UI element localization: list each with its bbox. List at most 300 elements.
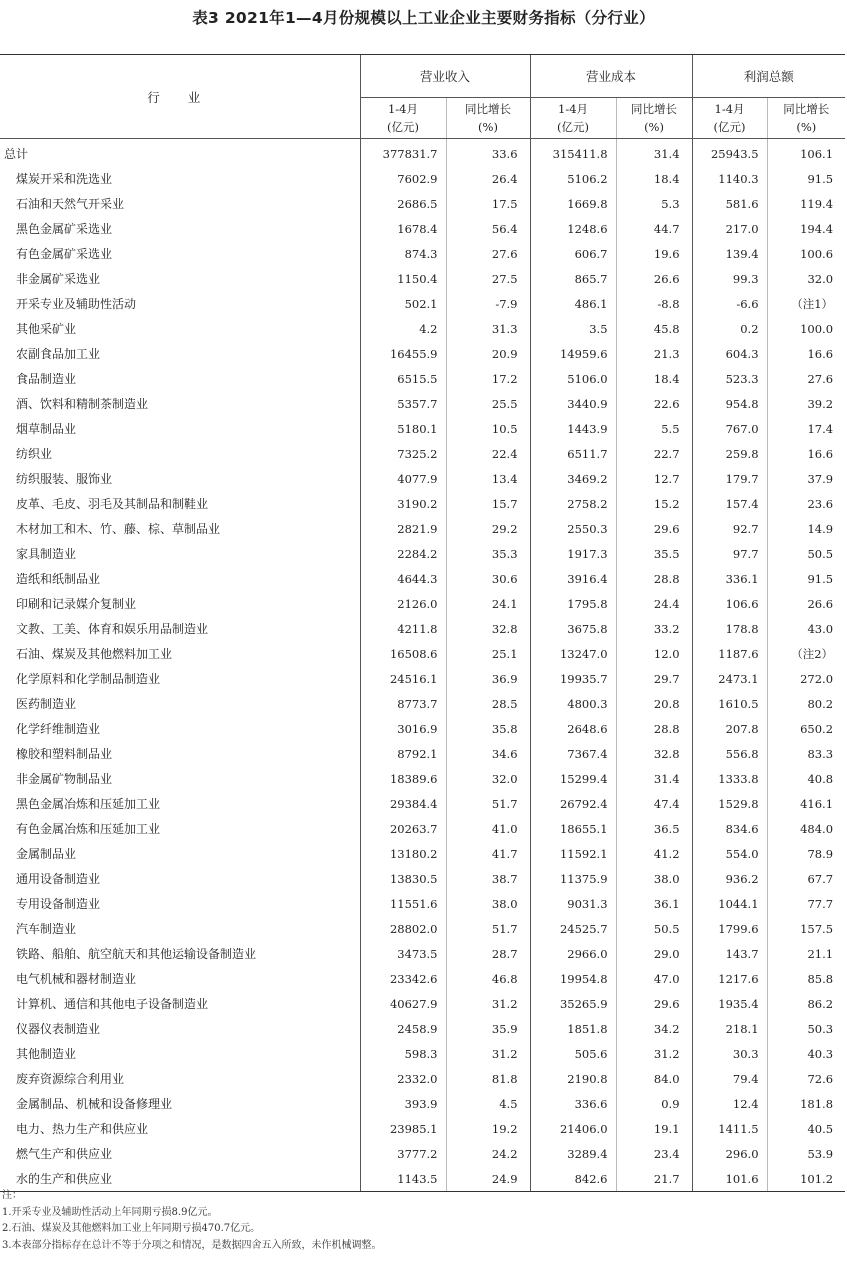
cost-growth: 32.8 [616, 741, 692, 766]
cost-value: 1851.8 [530, 1016, 616, 1041]
cost-value: 6511.7 [530, 441, 616, 466]
revenue-growth: 33.6 [446, 139, 530, 167]
revenue-value: 2458.9 [360, 1016, 446, 1041]
cost-growth: 29.6 [616, 991, 692, 1016]
table-row [0, 691, 845, 716]
revenue-value: 24516.1 [360, 666, 446, 691]
table-row [0, 991, 845, 1016]
revenue-value: 393.9 [360, 1091, 446, 1116]
cost-value: 9031.3 [530, 891, 616, 916]
table-row [0, 966, 845, 991]
profit-growth: 194.4 [767, 216, 845, 241]
table-row [0, 216, 845, 241]
profit-growth: （注1） [767, 291, 845, 316]
cost-growth: 45.8 [616, 316, 692, 341]
cost-growth: 36.1 [616, 891, 692, 916]
table-row [0, 791, 845, 816]
industry-name: 橡胶和塑料制品业 [16, 747, 113, 761]
table-row [0, 1091, 845, 1116]
profit-growth: 67.7 [767, 866, 845, 891]
profit-growth: 106.1 [767, 139, 845, 167]
revenue-value: 16508.6 [360, 641, 446, 666]
profit-growth: 50.5 [767, 541, 845, 566]
revenue-growth: 24.1 [446, 591, 530, 616]
cost-value: 486.1 [530, 291, 616, 316]
cost-growth: 29.0 [616, 941, 692, 966]
table-row [0, 866, 845, 891]
industry-name: 纺织服装、服饰业 [16, 472, 113, 486]
industry-name: 石油、煤炭及其他燃料加工业 [16, 647, 173, 661]
table-row [0, 641, 845, 666]
cost-growth: 15.2 [616, 491, 692, 516]
table-row [0, 416, 845, 441]
revenue-value: 377831.7 [360, 139, 446, 167]
revenue-value: 13180.2 [360, 841, 446, 866]
industry-name: 有色金属矿采选业 [16, 247, 113, 261]
profit-growth: 85.8 [767, 966, 845, 991]
revenue-growth: 51.7 [446, 916, 530, 941]
revenue-growth: 35.8 [446, 716, 530, 741]
industry-name: 金属制品、机械和设备修理业 [16, 1097, 173, 1111]
industry-name: 黑色金属冶炼和压延加工业 [16, 797, 161, 811]
profit-value: 556.8 [692, 741, 767, 766]
profit-growth: 101.2 [767, 1166, 845, 1192]
cost-value: 865.7 [530, 266, 616, 291]
profit-value: 1187.6 [692, 641, 767, 666]
revenue-growth: 35.3 [446, 541, 530, 566]
table-row [0, 441, 845, 466]
cost-growth-header: 同比增长 (%) [616, 98, 692, 139]
profit-growth: 100.6 [767, 241, 845, 266]
table-row [0, 666, 845, 691]
revenue-growth: 24.2 [446, 1141, 530, 1166]
cost-growth: 19.1 [616, 1116, 692, 1141]
revenue-growth: 15.7 [446, 491, 530, 516]
profit-growth-header: 同比增长 (%) [767, 98, 845, 139]
profit-value: 1044.1 [692, 891, 767, 916]
table-row [0, 541, 845, 566]
revenue-value: 20263.7 [360, 816, 446, 841]
cost-growth: 22.6 [616, 391, 692, 416]
revenue-value: 7602.9 [360, 166, 446, 191]
cost-growth: 19.6 [616, 241, 692, 266]
revenue-growth: 29.2 [446, 516, 530, 541]
industry-name: 开采专业及辅助性活动 [16, 297, 137, 311]
cost-value: 3916.4 [530, 566, 616, 591]
cost-value: 505.6 [530, 1041, 616, 1066]
revenue-growth: 19.2 [446, 1116, 530, 1141]
revenue-value: 40627.9 [360, 991, 446, 1016]
revenue-growth: 24.9 [446, 1166, 530, 1192]
revenue-growth: 36.9 [446, 666, 530, 691]
industry-name: 皮革、毛皮、羽毛及其制品和制鞋业 [16, 497, 209, 511]
profit-value: 1411.5 [692, 1116, 767, 1141]
revenue-growth: 38.0 [446, 891, 530, 916]
revenue-growth: 41.0 [446, 816, 530, 841]
industry-name: 纺织业 [16, 447, 53, 461]
industry-name: 电气机械和器材制造业 [16, 972, 137, 986]
revenue-growth: 27.6 [446, 241, 530, 266]
revenue-value: 4211.8 [360, 616, 446, 641]
revenue-value: 1678.4 [360, 216, 446, 241]
cost-growth: 31.2 [616, 1041, 692, 1066]
cost-value: 2758.2 [530, 491, 616, 516]
table-row [0, 266, 845, 291]
revenue-growth: 56.4 [446, 216, 530, 241]
profit-value: 259.8 [692, 441, 767, 466]
cost-value: 1917.3 [530, 541, 616, 566]
cost-growth: 29.6 [616, 516, 692, 541]
cost-value: 35265.9 [530, 991, 616, 1016]
industry-name: 石油和天然气开采业 [16, 197, 125, 211]
cost-value: 3469.2 [530, 466, 616, 491]
profit-value: 25943.5 [692, 139, 767, 167]
profit-value: 296.0 [692, 1141, 767, 1166]
industry-name: 有色金属冶炼和压延加工业 [16, 822, 161, 836]
revenue-value: 2126.0 [360, 591, 446, 616]
profit-value: 1529.8 [692, 791, 767, 816]
revenue-value: 1143.5 [360, 1166, 446, 1192]
footnote-2: 2.石油、煤炭及其他燃料加工业上年同期亏损470.7亿元。 [2, 1223, 261, 1234]
revenue-value: 6515.5 [360, 366, 446, 391]
industry-name: 总计 [4, 147, 29, 161]
table-row [0, 816, 845, 841]
revenue-growth: 17.5 [446, 191, 530, 216]
revenue-growth: 27.5 [446, 266, 530, 291]
revenue-value: 1150.4 [360, 266, 446, 291]
cost-value: 15299.4 [530, 766, 616, 791]
industry-name: 文教、工美、体育和娱乐用品制造业 [16, 622, 209, 636]
profit-growth: 16.6 [767, 341, 845, 366]
cost-growth: 28.8 [616, 716, 692, 741]
table-row [0, 716, 845, 741]
profit-growth: 26.6 [767, 591, 845, 616]
cost-value: 3440.9 [530, 391, 616, 416]
revenue-growth: 28.7 [446, 941, 530, 966]
revenue-growth: 32.0 [446, 766, 530, 791]
cost-growth: 12.0 [616, 641, 692, 666]
profit-growth: 23.6 [767, 491, 845, 516]
table-row [0, 341, 845, 366]
revenue-growth: 31.2 [446, 1041, 530, 1066]
profit-value: 106.6 [692, 591, 767, 616]
table-row [0, 616, 845, 641]
industry-name: 食品制造业 [16, 372, 77, 386]
cost-growth: 84.0 [616, 1066, 692, 1091]
cost-growth: 29.7 [616, 666, 692, 691]
cost-growth: 38.0 [616, 866, 692, 891]
table-row [0, 516, 845, 541]
cost-growth: 34.2 [616, 1016, 692, 1041]
cost-value: 2190.8 [530, 1066, 616, 1091]
profit-growth: 39.2 [767, 391, 845, 416]
revenue-growth: 10.5 [446, 416, 530, 441]
cost-period-header: 1-4月 (亿元) [530, 98, 616, 139]
industry-name: 通用设备制造业 [16, 872, 101, 886]
table-row [0, 916, 845, 941]
table-row [0, 766, 845, 791]
cost-value: 24525.7 [530, 916, 616, 941]
profit-value: 79.4 [692, 1066, 767, 1091]
profit-value: 954.8 [692, 391, 767, 416]
profit-growth: 78.9 [767, 841, 845, 866]
revenue-growth: 35.9 [446, 1016, 530, 1041]
profit-growth: 80.2 [767, 691, 845, 716]
cost-value: 1669.8 [530, 191, 616, 216]
cost-value: 11592.1 [530, 841, 616, 866]
cost-value: 18655.1 [530, 816, 616, 841]
industry-name: 其他采矿业 [16, 322, 77, 336]
profit-growth: 37.9 [767, 466, 845, 491]
revenue-growth: 26.4 [446, 166, 530, 191]
industry-name: 农副食品加工业 [16, 347, 101, 361]
profit-value: 581.6 [692, 191, 767, 216]
revenue-growth: 20.9 [446, 341, 530, 366]
industry-name: 煤炭开采和洗选业 [16, 172, 113, 186]
revenue-growth: 28.5 [446, 691, 530, 716]
cost-value: 19954.8 [530, 966, 616, 991]
cost-value: 5106.0 [530, 366, 616, 391]
cost-value: 2550.3 [530, 516, 616, 541]
revenue-value: 4644.3 [360, 566, 446, 591]
revenue-value: 8773.7 [360, 691, 446, 716]
revenue-value: 28802.0 [360, 916, 446, 941]
cost-value: 1248.6 [530, 216, 616, 241]
profit-value: 179.7 [692, 466, 767, 491]
revenue-growth: 25.1 [446, 641, 530, 666]
table-row [0, 841, 845, 866]
cost-value: 842.6 [530, 1166, 616, 1192]
cost-growth: 18.4 [616, 166, 692, 191]
revenue-growth: 13.4 [446, 466, 530, 491]
industry-name: 水的生产和供应业 [0, 1166, 360, 1192]
profit-value: 99.3 [692, 266, 767, 291]
profit-growth: 21.1 [767, 941, 845, 966]
profit-value: 554.0 [692, 841, 767, 866]
table-row [0, 1041, 845, 1066]
table-row [0, 591, 845, 616]
profit-value: 1333.8 [692, 766, 767, 791]
profit-growth: 416.1 [767, 791, 845, 816]
revenue-growth: 31.3 [446, 316, 530, 341]
profit-growth: 157.5 [767, 916, 845, 941]
cost-header: 营业成本 [530, 55, 692, 98]
profit-value: 1799.6 [692, 916, 767, 941]
revenue-growth: 31.2 [446, 991, 530, 1016]
revenue-growth: 17.2 [446, 366, 530, 391]
revenue-growth: 81.8 [446, 1066, 530, 1091]
profit-value: 30.3 [692, 1041, 767, 1066]
revenue-value: 3473.5 [360, 941, 446, 966]
profit-growth: 40.5 [767, 1116, 845, 1141]
industry-name: 酒、饮料和精制茶制造业 [16, 397, 149, 411]
industry-name: 印刷和记录媒介复制业 [16, 597, 137, 611]
profit-growth: 17.4 [767, 416, 845, 441]
cost-growth: 28.8 [616, 566, 692, 591]
profit-growth: 484.0 [767, 816, 845, 841]
cost-value: 2966.0 [530, 941, 616, 966]
revenue-growth: 51.7 [446, 791, 530, 816]
cost-value: 21406.0 [530, 1116, 616, 1141]
cost-growth: 31.4 [616, 766, 692, 791]
table-row [0, 466, 845, 491]
revenue-value: 2686.5 [360, 191, 446, 216]
cost-value: 14959.6 [530, 341, 616, 366]
table-row [0, 566, 845, 591]
table-row [0, 741, 845, 766]
table-row [0, 191, 845, 216]
cost-growth: 21.7 [616, 1166, 692, 1192]
revenue-value: 3190.2 [360, 491, 446, 516]
profit-value: 178.8 [692, 616, 767, 641]
cost-value: 3.5 [530, 316, 616, 341]
revenue-value: 18389.6 [360, 766, 446, 791]
cost-value: 4800.3 [530, 691, 616, 716]
cost-value: 1795.8 [530, 591, 616, 616]
table-row [0, 1116, 845, 1141]
profit-growth: 53.9 [767, 1141, 845, 1166]
cost-value: 13247.0 [530, 641, 616, 666]
profit-growth: 650.2 [767, 716, 845, 741]
revenue-growth-header: 同比增长 (%) [446, 98, 530, 139]
industry-name: 烟草制品业 [16, 422, 77, 436]
revenue-value: 11551.6 [360, 891, 446, 916]
profit-value: 1140.3 [692, 166, 767, 191]
revenue-value: 2821.9 [360, 516, 446, 541]
industry-name: 燃气生产和供应业 [16, 1147, 113, 1161]
cost-growth: 36.5 [616, 816, 692, 841]
table-row [0, 1141, 845, 1166]
industry-name: 计算机、通信和其他电子设备制造业 [16, 997, 209, 1011]
table-row [0, 391, 845, 416]
industry-name: 医药制造业 [16, 697, 77, 711]
profit-value: 143.7 [692, 941, 767, 966]
cost-growth: 35.5 [616, 541, 692, 566]
revenue-value: 13830.5 [360, 866, 446, 891]
profit-value: 92.7 [692, 516, 767, 541]
table-row [0, 1066, 845, 1091]
table-row [0, 291, 845, 316]
profit-growth: 272.0 [767, 666, 845, 691]
profit-value: 1935.4 [692, 991, 767, 1016]
profit-value: 101.6 [692, 1166, 767, 1192]
cost-value: 26792.4 [530, 791, 616, 816]
industry-name: 造纸和纸制品业 [16, 572, 101, 586]
table-row [0, 316, 845, 341]
footnote-3: 3.本表部分指标存在总计不等于分项之和情况，是数据四舍五入所致，未作机械调整。 [2, 1239, 382, 1251]
profit-growth: 119.4 [767, 191, 845, 216]
revenue-value: 2284.2 [360, 541, 446, 566]
industry-name: 家具制造业 [16, 547, 77, 561]
table-row [0, 166, 845, 191]
profit-value: 0.2 [692, 316, 767, 341]
cost-growth: 31.4 [616, 139, 692, 167]
revenue-value: 29384.4 [360, 791, 446, 816]
profit-value: 157.4 [692, 491, 767, 516]
industry-name: 仪器仪表制造业 [16, 1022, 101, 1036]
profit-growth: 14.9 [767, 516, 845, 541]
profit-value: 207.8 [692, 716, 767, 741]
cost-growth: 47.0 [616, 966, 692, 991]
revenue-value: 874.3 [360, 241, 446, 266]
cost-growth: 12.7 [616, 466, 692, 491]
profit-value: -6.6 [692, 291, 767, 316]
profit-value: 523.3 [692, 366, 767, 391]
industry-name: 化学原料和化学制品制造业 [16, 672, 161, 686]
industry-name: 金属制品业 [16, 847, 77, 861]
cost-growth: 21.3 [616, 341, 692, 366]
cost-growth: 50.5 [616, 916, 692, 941]
table-row [0, 891, 845, 916]
profit-growth: 86.2 [767, 991, 845, 1016]
table-body [0, 139, 845, 1192]
profit-growth: （注2） [767, 641, 845, 666]
revenue-growth: 30.6 [446, 566, 530, 591]
profit-value: 834.6 [692, 816, 767, 841]
revenue-value: 5357.7 [360, 391, 446, 416]
cost-value: 5106.2 [530, 166, 616, 191]
profit-value: 218.1 [692, 1016, 767, 1041]
revenue-growth: -7.9 [446, 291, 530, 316]
profit-value: 1217.6 [692, 966, 767, 991]
industry-name: 其他制造业 [16, 1047, 77, 1061]
revenue-growth: 34.6 [446, 741, 530, 766]
revenue-growth: 46.8 [446, 966, 530, 991]
profit-growth: 32.0 [767, 266, 845, 291]
profit-growth: 77.7 [767, 891, 845, 916]
profit-value: 12.4 [692, 1091, 767, 1116]
cost-value: 11375.9 [530, 866, 616, 891]
cost-value: 3675.8 [530, 616, 616, 641]
cost-growth: 44.7 [616, 216, 692, 241]
cost-value: 1443.9 [530, 416, 616, 441]
financial-indicators-table [0, 54, 845, 1192]
profit-value: 936.2 [692, 866, 767, 891]
cost-value: 336.6 [530, 1091, 616, 1116]
profit-growth: 72.6 [767, 1066, 845, 1091]
cost-growth: 5.5 [616, 416, 692, 441]
revenue-value: 3016.9 [360, 716, 446, 741]
profit-growth: 181.8 [767, 1091, 845, 1116]
revenue-growth: 22.4 [446, 441, 530, 466]
profit-value: 604.3 [692, 341, 767, 366]
cost-growth: 23.4 [616, 1141, 692, 1166]
cost-value: 3289.4 [530, 1141, 616, 1166]
table-row [0, 241, 845, 266]
industry-name: 非金属矿采选业 [16, 272, 101, 286]
profit-growth: 16.6 [767, 441, 845, 466]
industry-name: 化学纤维制造业 [16, 722, 101, 736]
revenue-value: 4077.9 [360, 466, 446, 491]
cost-value: 606.7 [530, 241, 616, 266]
cost-value: 7367.4 [530, 741, 616, 766]
profit-growth: 100.0 [767, 316, 845, 341]
cost-value: 315411.8 [530, 139, 616, 167]
cost-growth: 20.8 [616, 691, 692, 716]
profit-value: 139.4 [692, 241, 767, 266]
industry-name: 汽车制造业 [16, 922, 77, 936]
cost-growth: 5.3 [616, 191, 692, 216]
footnote-1: 1.开采专业及辅助性活动上年同期亏损8.9亿元。 [2, 1206, 218, 1218]
table-row [0, 941, 845, 966]
industry-name: 铁路、船舶、航空航天和其他运输设备制造业 [16, 947, 257, 961]
revenue-value: 2332.0 [360, 1066, 446, 1091]
revenue-header: 营业收入 [360, 55, 530, 98]
profit-growth: 50.3 [767, 1016, 845, 1041]
table-row [0, 366, 845, 391]
profit-header: 利润总额 [692, 55, 845, 98]
industry-header: 行 业 [0, 55, 360, 139]
